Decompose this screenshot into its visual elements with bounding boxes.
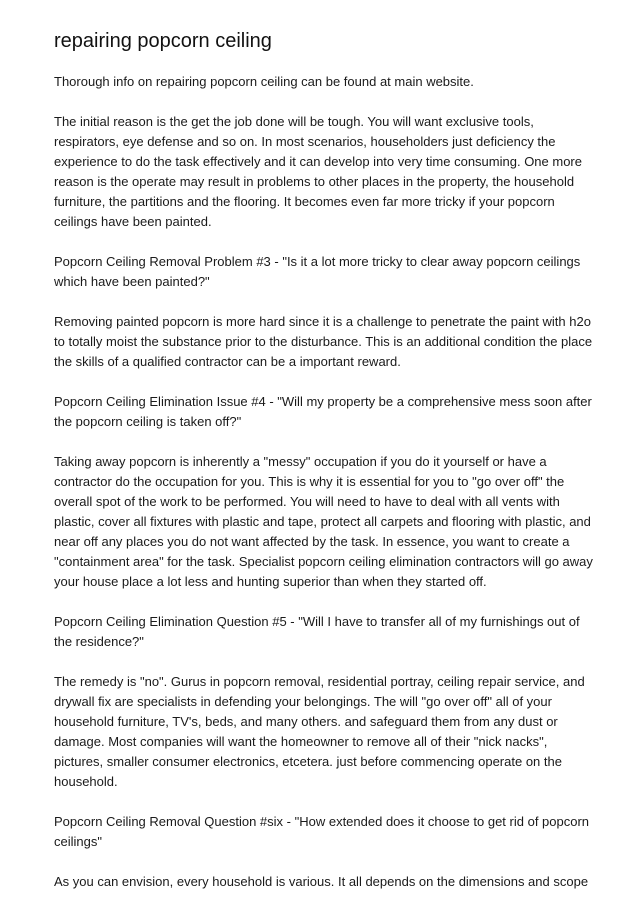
paragraph-question-6: Popcorn Ceiling Removal Question #six - "How extended does it choose to get rid of popcorn ceilings" — [54, 814, 590, 849]
paragraph-intro: Thorough info on repairing popcorn ceiling can be found at main website. — [54, 74, 474, 89]
paragraph-reason: The initial reason is the get the job done will be tough. You will want exclusive tools, respirators, eye defense and so on. In most scenarios, householders just deficiency the experience to do the task effectively and it can develop into very time consuming. One more reason is the operate may result in problems to other places in the property, the household furniture, the partitions and the flooring. It becomes even far more tricky if your popcorn ceilings have been painted. — [54, 114, 582, 229]
document-title: repairing popcorn ceiling — [54, 30, 272, 52]
paragraph-answer-5: The remedy is "no". Gurus in popcorn removal, residential portray, ceiling repair service, and drywall fix are specialists in defending your belongings. The will "go over off" all of your household furniture, TV's, beds, and many others. and safeguard them from any dust or damage. Most companies will want the homeowner to remove all of their "nick nacks", pictures, smaller consumer electronics, etcetera. just before commencing operate on the household. — [54, 674, 585, 789]
paragraph-question-4: Popcorn Ceiling Elimination Issue #4 - "Will my property be a comprehensive mess soon after the popcorn ceiling is taken off?" — [54, 394, 592, 429]
paragraph-question-5: Popcorn Ceiling Elimination Question #5 - "Will I have to transfer all of my furnishings out of the residence?" — [54, 614, 580, 649]
paragraph-answer-6: As you can envision, every household is various. It all depends on the dimensions and scope — [54, 874, 589, 889]
paragraph-answer-3: Removing painted popcorn is more hard since it is a challenge to penetrate the paint with h2o to totally moist the substance prior to the disturbance. This is an additional condition the place the skills of a qualified contractor can be a important reward. — [54, 314, 593, 369]
paragraph-question-3: Popcorn Ceiling Removal Problem #3 - "Is it a lot more tricky to clear away popcorn ceilings which have been painted?" — [54, 254, 581, 289]
document-page — [54, 28, 594, 912]
paragraph-answer-4: Taking away popcorn is inherently a "messy" occupation if you do it yourself or have a contractor do the occupation for you. This is why it is essential for you to "go over off" the overall spot of the work to be performed. You will need to have to deal with all vents with plastic, cover all fixtures with plastic and tape, protect all carpets and flooring with plastic, and near off any places you do not want affected by the task. In essence, you want to create a "containment area" for the task. Specialist popcorn ceiling elimination contractors will go away your house place a lot less and hunting superior than when they started off. — [54, 454, 593, 589]
